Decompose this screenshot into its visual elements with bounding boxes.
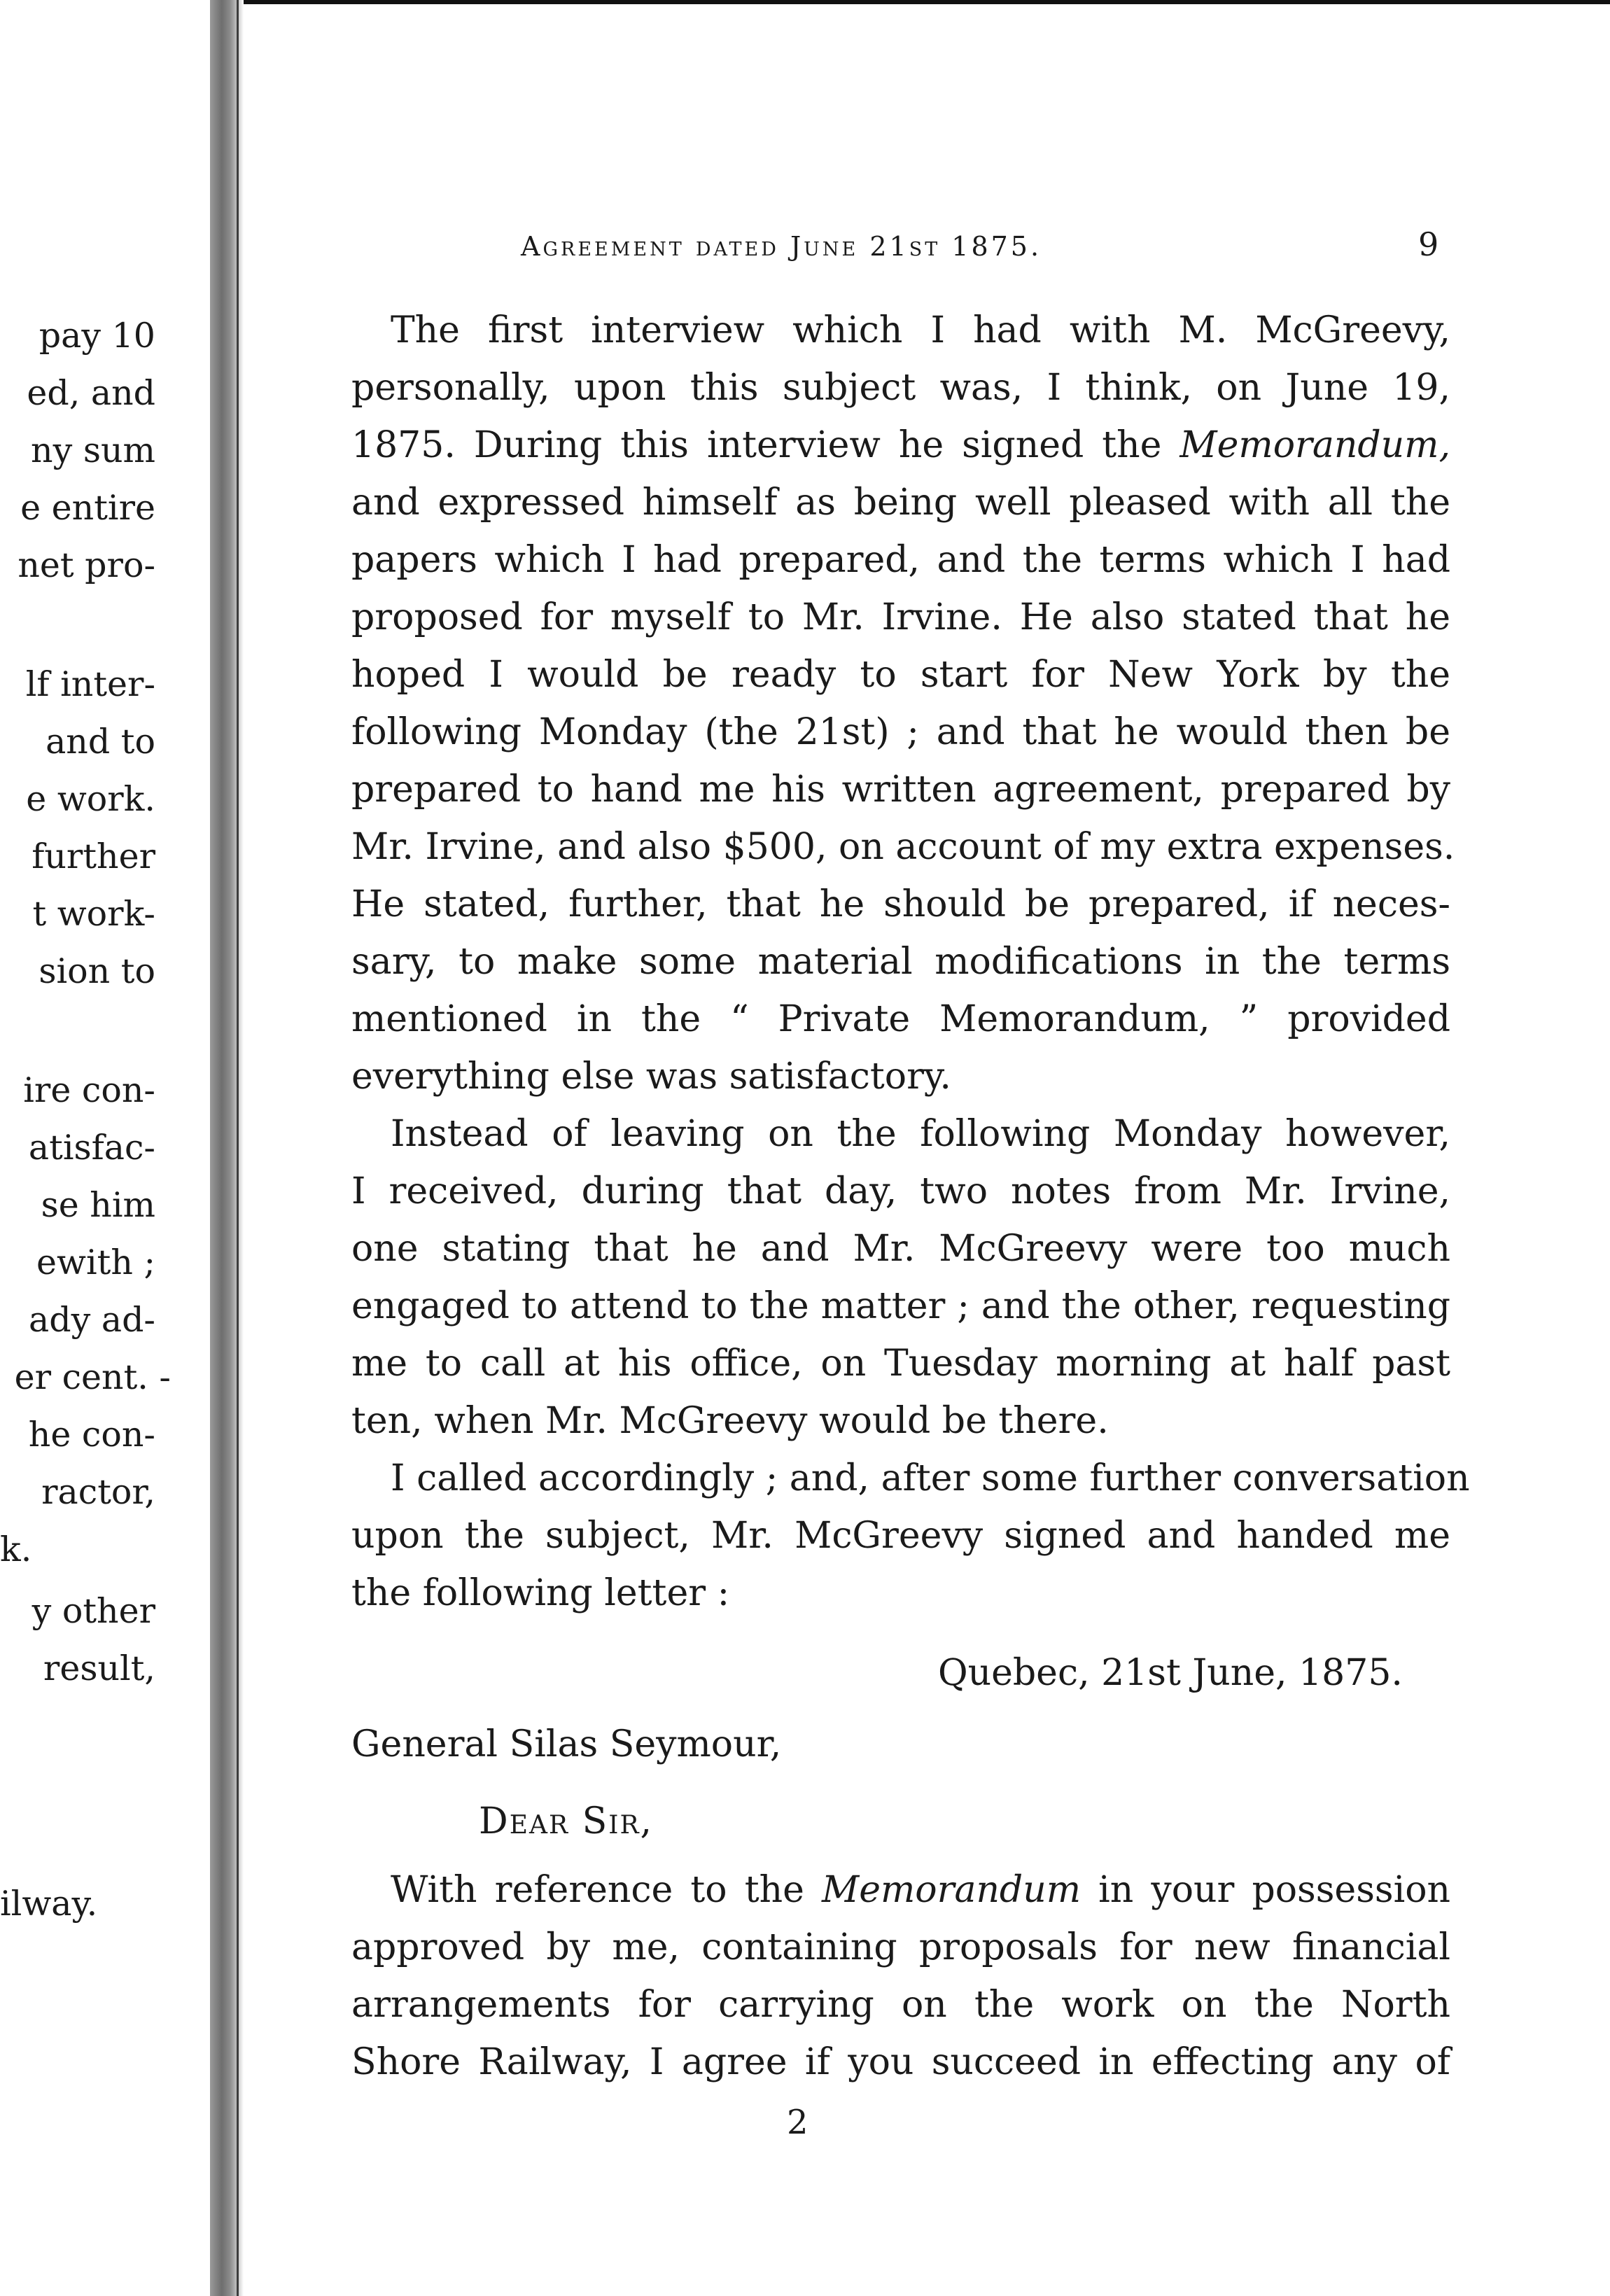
left-fragment: se him bbox=[41, 1185, 155, 1225]
signature-mark: 2 bbox=[787, 2103, 808, 2142]
body-line: I received, during that day, two notes from Mr. Irvine, bbox=[351, 1170, 1450, 1212]
body-line: mentioned in the “ Private Memorandum, ” provided bbox=[351, 998, 1450, 1040]
left-fragment: sion to bbox=[38, 951, 155, 991]
left-fragment: ady ad- bbox=[29, 1300, 155, 1340]
body-line-text: 1875. During this interview he signed the bbox=[351, 424, 1180, 466]
left-fragment: atisfac- bbox=[28, 1128, 155, 1168]
page-number: 9 bbox=[1418, 225, 1439, 263]
left-fragment: e entire bbox=[20, 488, 155, 528]
left-fragment: ewith ; bbox=[36, 1242, 155, 1282]
left-fragment: ractor, bbox=[41, 1472, 155, 1512]
body-line: Instead of leaving on the following Monday however, bbox=[391, 1113, 1450, 1155]
body-line: Mr. Irvine, and also $500, on account of my extra expenses. bbox=[351, 826, 1455, 868]
body-line: me to call at his office, on Tuesday morning at half past bbox=[351, 1343, 1450, 1385]
left-fragment: er cent. - bbox=[14, 1357, 171, 1397]
left-fragment: ire con- bbox=[23, 1070, 155, 1110]
letter-line-text: in your possession bbox=[1081, 1869, 1450, 1911]
running-head-title: Agreement dated June 21st 1875. bbox=[521, 231, 1042, 262]
body-line: the following letter : bbox=[351, 1572, 730, 1614]
facing-page-fragment bbox=[0, 0, 231, 2296]
body-line: The first interview which I had with M. McGreevy, bbox=[391, 309, 1450, 351]
letter-line: Shore Railway, I agree if you succeed in effecting any of bbox=[351, 2041, 1450, 2083]
body-line: ten, when Mr. McGreevy would be there. bbox=[351, 1400, 1109, 1442]
body-line: I called accordingly ; and, after some further conversation bbox=[391, 1457, 1470, 1499]
body-line: engaged to attend to the matter ; and the other, requesting bbox=[351, 1285, 1450, 1327]
body-line: everything else was satisfactory. bbox=[351, 1056, 951, 1098]
body-line: sary, to make some material modifications in the terms bbox=[351, 941, 1450, 983]
body-line: following Monday (the 21st) ; and that he would then be bbox=[351, 711, 1450, 753]
body-line: proposed for myself to Mr. Irvine. He also stated that he bbox=[351, 596, 1450, 638]
left-fragment: k. bbox=[0, 1530, 32, 1569]
body-line: upon the subject, Mr. McGreevy signed and handed me bbox=[351, 1515, 1450, 1557]
memorandum-word: Memorandum, bbox=[1180, 424, 1450, 466]
letter-addressee: General Silas Seymour, bbox=[351, 1723, 782, 1765]
left-fragment: further bbox=[31, 836, 155, 876]
letter-dateline: Quebec, 21st June, 1875. bbox=[938, 1652, 1403, 1694]
letter-line: arrangements for carrying on the work on the North bbox=[351, 1984, 1450, 2026]
left-fragment: result, bbox=[43, 1648, 155, 1688]
memorandum-word: Memorandum bbox=[821, 1869, 1082, 1911]
body-line: and expressed himself as being well pleased with all the bbox=[351, 482, 1450, 524]
body-line: hoped I would be ready to start for New York by the bbox=[351, 654, 1450, 696]
left-fragment: ny sum bbox=[31, 430, 155, 470]
body-line: personally, upon this subject was, I think, on June 19, bbox=[351, 367, 1450, 409]
letter-salutation: Dear Sir, bbox=[479, 1800, 654, 1842]
left-fragment: ed, and bbox=[27, 373, 155, 413]
left-fragment: e work. bbox=[26, 779, 155, 819]
body-line: He stated, further, that he should be prepared, if neces- bbox=[351, 883, 1450, 925]
left-fragment: net pro- bbox=[18, 545, 155, 585]
body-line: prepared to hand me his written agreement, prepared by bbox=[351, 769, 1450, 811]
letter-line: approved by me, containing proposals for new financial bbox=[351, 1926, 1450, 1968]
running-head bbox=[521, 231, 1543, 262]
left-fragment: and to bbox=[46, 722, 155, 762]
body-line bbox=[351, 424, 1450, 466]
left-fragment: t work- bbox=[32, 894, 155, 934]
letter-line bbox=[391, 1869, 1450, 1911]
body-line: papers which I had prepared, and the terms which I had bbox=[351, 539, 1450, 581]
left-fragment: lf inter- bbox=[25, 664, 155, 704]
letter-line-text: With reference to the bbox=[391, 1869, 822, 1911]
gutter-edge bbox=[237, 0, 239, 2296]
body-line: one stating that he and Mr. McGreevy were too much bbox=[351, 1228, 1450, 1270]
main-page bbox=[244, 0, 1610, 2296]
left-fragment: ilway. bbox=[0, 1884, 98, 1924]
left-fragment: y other bbox=[31, 1591, 155, 1631]
left-fragment: he con- bbox=[28, 1415, 155, 1455]
left-fragment: pay 10 bbox=[38, 316, 155, 356]
